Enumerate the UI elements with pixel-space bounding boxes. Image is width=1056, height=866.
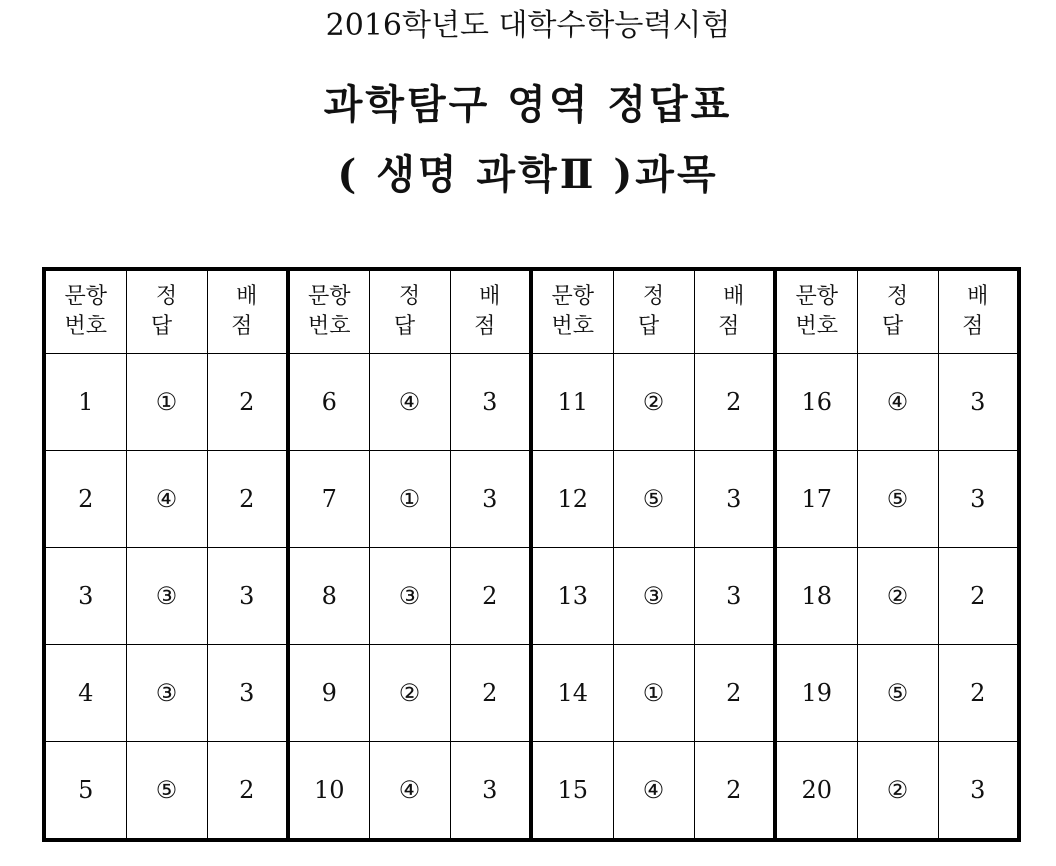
header-answer-label: 정 답 xyxy=(637,284,675,339)
question-number-cell: 6 xyxy=(288,354,369,451)
points-cell: 2 xyxy=(207,742,288,841)
header-question-no xyxy=(775,269,857,354)
header-question-no-line1: 문항 xyxy=(64,284,107,309)
points-cell: 3 xyxy=(450,451,531,548)
points-cell: 3 xyxy=(938,451,1019,548)
table-row xyxy=(44,548,1019,645)
points-cell: 3 xyxy=(694,548,775,645)
points-cell: 2 xyxy=(694,645,775,742)
header-answer-label: 정 답 xyxy=(150,284,188,339)
question-number-cell: 5 xyxy=(44,742,126,841)
header-points-label: 배 점 xyxy=(962,284,999,339)
table-row xyxy=(44,742,1019,841)
answer-cell: ⑤ xyxy=(613,451,694,548)
points-cell: 3 xyxy=(207,548,288,645)
answer-cell: ② xyxy=(369,645,450,742)
question-number-cell: 4 xyxy=(44,645,126,742)
answer-cell: ③ xyxy=(126,645,207,742)
answer-cell: ② xyxy=(857,548,938,645)
points-cell: 3 xyxy=(938,354,1019,451)
header-answer xyxy=(126,269,207,354)
header-question-no-line2: 번호 xyxy=(795,314,838,339)
question-number-cell: 9 xyxy=(288,645,369,742)
points-cell: 3 xyxy=(207,645,288,742)
points-cell: 2 xyxy=(450,548,531,645)
header-question-no-line2: 번호 xyxy=(64,314,107,339)
points-cell: 2 xyxy=(938,548,1019,645)
exam-subtitle: 2016학년도 대학수학능력시험 xyxy=(325,8,731,43)
points-cell: 2 xyxy=(450,645,531,742)
question-number-cell: 1 xyxy=(44,354,126,451)
question-number-cell: 11 xyxy=(531,354,613,451)
answer-cell: ③ xyxy=(613,548,694,645)
answer-cell: ③ xyxy=(369,548,450,645)
header-points xyxy=(694,269,775,354)
answer-key-body xyxy=(44,269,1019,840)
answer-cell: ④ xyxy=(613,742,694,841)
answer-cell: ⑤ xyxy=(857,451,938,548)
header-points-label: 배 점 xyxy=(231,284,268,339)
answer-cell: ① xyxy=(126,354,207,451)
question-number-cell: 12 xyxy=(531,451,613,548)
header-question-no-line2: 번호 xyxy=(307,314,351,339)
answer-cell: ③ xyxy=(126,548,207,645)
answer-cell: ② xyxy=(857,742,938,841)
answer-cell: ② xyxy=(613,354,694,451)
points-cell: 3 xyxy=(450,742,531,841)
answer-cell: ⑤ xyxy=(857,645,938,742)
question-number-cell: 3 xyxy=(44,548,126,645)
answer-cell: ④ xyxy=(369,742,450,841)
header-answer-label: 정 답 xyxy=(881,284,919,339)
header-question-no-line1: 문항 xyxy=(551,284,594,309)
answer-cell: ① xyxy=(369,451,450,548)
points-cell: 3 xyxy=(938,742,1019,841)
header-question-no-line2: 번호 xyxy=(551,314,594,339)
points-cell: 2 xyxy=(207,451,288,548)
header-question-no xyxy=(44,269,126,354)
answer-cell: ④ xyxy=(126,451,207,548)
answer-cell: ① xyxy=(613,645,694,742)
header-answer-label: 정 답 xyxy=(393,284,431,339)
points-cell: 3 xyxy=(694,451,775,548)
question-number-cell: 20 xyxy=(775,742,857,841)
answer-cell: ④ xyxy=(857,354,938,451)
header-question-no-line1: 문항 xyxy=(307,284,351,309)
answer-cell: ④ xyxy=(369,354,450,451)
answer-key-table xyxy=(42,267,1021,842)
header-points-label: 배 점 xyxy=(474,284,511,339)
header-answer xyxy=(857,269,938,354)
question-number-cell: 18 xyxy=(775,548,857,645)
header-question-no xyxy=(288,269,369,354)
header-points xyxy=(207,269,288,354)
points-cell: 2 xyxy=(694,742,775,841)
points-cell: 2 xyxy=(694,354,775,451)
header-answer xyxy=(613,269,694,354)
question-number-cell: 14 xyxy=(531,645,613,742)
header-points xyxy=(450,269,531,354)
question-number-cell: 7 xyxy=(288,451,369,548)
table-row xyxy=(44,645,1019,742)
question-number-cell: 8 xyxy=(288,548,369,645)
question-number-cell: 19 xyxy=(775,645,857,742)
question-number-cell: 13 xyxy=(531,548,613,645)
question-number-cell: 10 xyxy=(288,742,369,841)
question-number-cell: 17 xyxy=(775,451,857,548)
question-number-cell: 16 xyxy=(775,354,857,451)
header-question-no xyxy=(531,269,613,354)
points-cell: 3 xyxy=(450,354,531,451)
answer-cell: ⑤ xyxy=(126,742,207,841)
subject-title: ( 생명 과학Ⅱ )과목 xyxy=(337,151,719,198)
question-number-cell: 2 xyxy=(44,451,126,548)
header-row xyxy=(44,269,1019,354)
table-row xyxy=(44,451,1019,548)
question-number-cell: 15 xyxy=(531,742,613,841)
header-answer xyxy=(369,269,450,354)
header-points xyxy=(938,269,1019,354)
points-cell: 2 xyxy=(938,645,1019,742)
header-points-label: 배 점 xyxy=(718,284,755,339)
header-question-no-line1: 문항 xyxy=(795,284,838,309)
table-row xyxy=(44,354,1019,451)
points-cell: 2 xyxy=(207,354,288,451)
page-title: 과학탐구 영역 정답표 xyxy=(323,81,733,128)
